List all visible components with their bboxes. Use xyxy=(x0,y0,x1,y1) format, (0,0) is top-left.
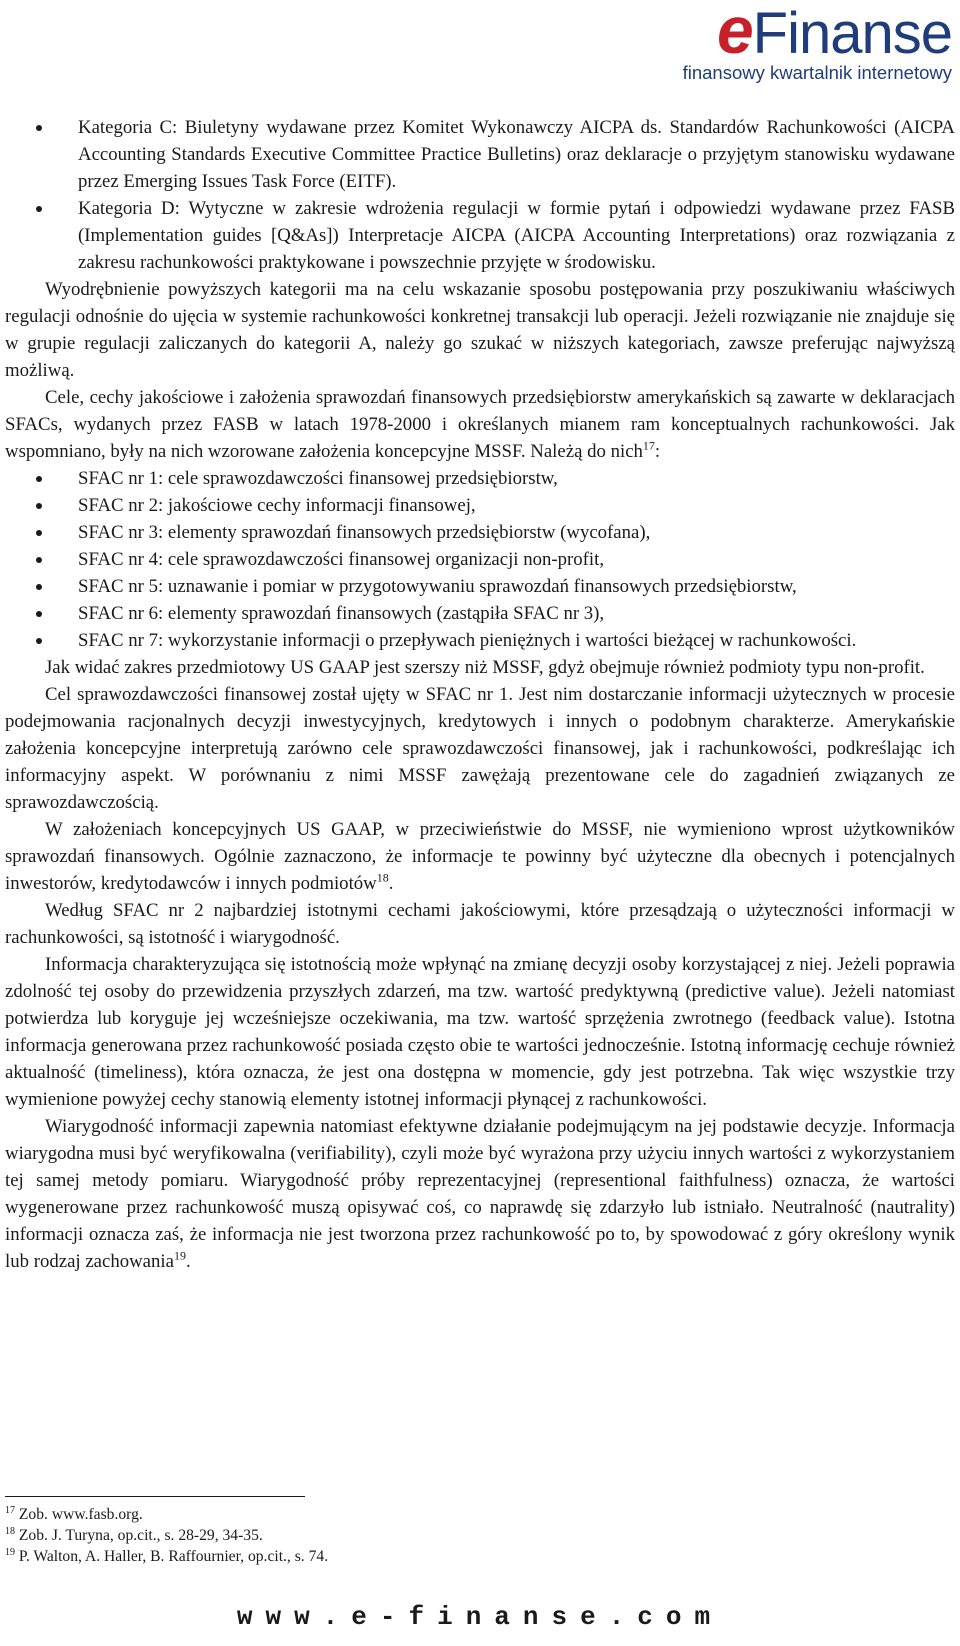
paragraph-text: W założeniach koncepcyjnych US GAAP, w przeciwieństwie do MSSF, nie wymieniono wprost użytkowników sprawozdań finansowych. Ogólnie zaznaczono, że informacje te powinny być użyteczne dla obecnych i potencjalnych inwestorów, kredytodawców i innych podmiotów xyxy=(5,819,955,894)
list-item: SFAC nr 3: elementy sprawozdań finansowych przedsiębiorstw (wycofana), xyxy=(5,519,955,546)
list-item: SFAC nr 6: elementy sprawozdań finansowych (zastąpiła SFAC nr 3), xyxy=(5,600,955,627)
footnote-number: 19 xyxy=(5,1546,15,1558)
paragraph-end: . xyxy=(185,1251,191,1272)
footnote-text: Zob. J. Turyna, op.cit., s. 28-29, 34-35. xyxy=(15,1527,263,1544)
footnote xyxy=(5,1525,328,1546)
sfac-list xyxy=(5,465,955,654)
list-item: Kategoria C: Biuletyny wydawane przez Komitet Wykonawczy AICPA ds. Standardów Rachunkowości (AICPA Accounting Standards Executive Committee Practice Bulletins) oraz deklaracje o przyjętym stanowisku wydawane przez Emerging Issues Task Force (EITF). xyxy=(5,114,955,195)
footnote-text: P. Walton, A. Haller, B. Raffournier, op.cit., s. 74. xyxy=(15,1548,329,1565)
footnote-ref: 19 xyxy=(173,1248,186,1263)
list-item: Kategoria D: Wytyczne w zakresie wdrożenia regulacji w formie pytań i odpowiedzi wydawane przez FASB (Implementation guides [Q&As]) Interpretacje AICPA (AICPA Accounting Interpretations) oraz rozwiązania z zakresu rachunkowości praktykowane i powszechnie przyjęte w środowisku. xyxy=(5,195,955,276)
logo-wordmark xyxy=(682,0,952,67)
paragraph-end: . xyxy=(388,873,394,894)
footnote-divider xyxy=(5,1496,305,1497)
list-item: SFAC nr 5: uznawanie i pomiar w przygotowywaniu sprawozdań finansowych przedsiębiorstw, xyxy=(5,573,955,600)
paragraph: Informacja charakteryzująca się istotnością może wpłynąć na zmianę decyzji osoby korzystającej z niej. Jeżeli poprawia zdolność tej osoby do przewidzenia przyszłych zdarzeń, ma tzw. wartość predyktywną (predictive value). Jeżeli natomiast potwierdza lub koryguje jej wcześniejsze oczekiwania, ma tzw. wartość sprzężenia zwrotnego (feedback value). Istotna informacja generowana przez rachunkowość posiada często obie te wartości jednocześnie. Istotną informację cechuje również aktualność (timeliness), która oznacza, że jest ona dostępna w momencie, gdy jest potrzebna. Tak więc wszystkie trzy wymienione powyżej cechy stanowią elementy istotnej informacji płynącej z rachunkowości. xyxy=(5,954,955,1110)
logo-word-text: Finanse xyxy=(752,1,952,66)
paragraph: Wyodrębnienie powyższych kategorii ma na celu wskazanie sposobu postępowania przy poszukiwaniu właściwych regulacji odnośnie do ujęcia w systemie rachunkowości konkretnej transakcji lub operacji. Jeżeli rozwiązanie nie znajduje się w grupie regulacji zaliczanych do kategorii A, należy go szukać w niższych kategoriach, zawsze preferując najwyższą możliwą. xyxy=(5,279,955,381)
list-item: SFAC nr 2: jakościowe cechy informacji finansowej, xyxy=(5,492,955,519)
list-item: SFAC nr 7: wykorzystanie informacji o przepływach pieniężnych i wartości bieżącej w rachunkowości. xyxy=(5,627,955,654)
footnote-number: 17 xyxy=(5,1504,15,1516)
logo-e-letter: e xyxy=(716,0,753,67)
paragraph xyxy=(5,384,955,465)
footnotes xyxy=(5,1504,328,1567)
paragraph: Według SFAC nr 2 najbardziej istotnymi cechami jakościowymi, które przesądzają o użyteczności informacji w rachunkowości, są istotność i wiarygodność. xyxy=(5,900,955,948)
paragraph-end: : xyxy=(654,441,661,462)
article-body xyxy=(5,114,955,1275)
logo-tagline: finansowy kwartalnik internetowy xyxy=(682,62,952,83)
paragraph-text: Cele, cechy jakościowe i założenia sprawozdań finansowych przedsiębiorstw amerykańskich są zawarte w deklaracjach SFACs, wydanych przez FASB w latach 1978-2000 i określanych mianem ram konceptualnych rachunkowości. Jak wspomniano, były na nich wzorowane założenia koncepcyjne MSSF. Należą do nich xyxy=(5,387,955,462)
footnote-number: 18 xyxy=(5,1525,15,1537)
footnote xyxy=(5,1504,328,1525)
category-list xyxy=(5,114,955,276)
paragraph-text: Wiarygodność informacji zapewnia natomiast efektywne działanie podejmującym na jej podstawie decyzje. Informacja wiarygodna musi być weryfikowalna (verifiability), czyli może być wyrażona przy użyciu innych wartości z wykorzystaniem tej samej metody pomiaru. Wiarygodność próby reprezentacyjnej (representional faithfulness) oznacza, że wartości wygenerowane przez rachunkowość muszą opisywać coś, co naprawdę się zdarzyło lub istniało. Neutralność (nautrality) informacji oznacza zaś, że informacja nie jest tworzona przez rachunkowość po to, by spowodować z góry określony wynik lub rodzaj zachowania xyxy=(5,1116,955,1272)
footnote-ref: 18 xyxy=(376,870,389,885)
list-item: SFAC nr 4: cele sprawozdawczości finansowej organizacji non-profit, xyxy=(5,546,955,573)
footnote-text: Zob. www.fasb.org. xyxy=(15,1506,143,1523)
footnote-ref: 17 xyxy=(642,438,655,453)
paragraph: Jak widać zakres przedmiotowy US GAAP jest szerszy niż MSSF, gdyż obejmuje również podmioty typu non-profit. xyxy=(45,657,925,678)
list-item: SFAC nr 1: cele sprawozdawczości finansowej przedsiębiorstw, xyxy=(5,465,955,492)
footnote xyxy=(5,1546,328,1567)
efinanse-logo xyxy=(682,0,952,84)
paragraph: Cel sprawozdawczości finansowej został ujęty w SFAC nr 1. Jest nim dostarczanie informacji użytecznych w procesie podejmowania racjonalnych decyzji inwestycyjnych, kredytowych i innych o podobnym charakterze. Amerykańskie założenia koncepcyjne interpretują zarówno cele sprawozdawczości finansowej, jak i rachunkowości, podkreślając ich informacyjny aspekt. W porównaniu z nimi MSSF zawężają prezentowane cele do zagadnień związanych ze sprawozdawczością. xyxy=(5,684,955,813)
footer-url: www.e-finanse.com xyxy=(236,1602,724,1632)
paragraph xyxy=(5,816,955,897)
paragraph xyxy=(5,1113,955,1275)
